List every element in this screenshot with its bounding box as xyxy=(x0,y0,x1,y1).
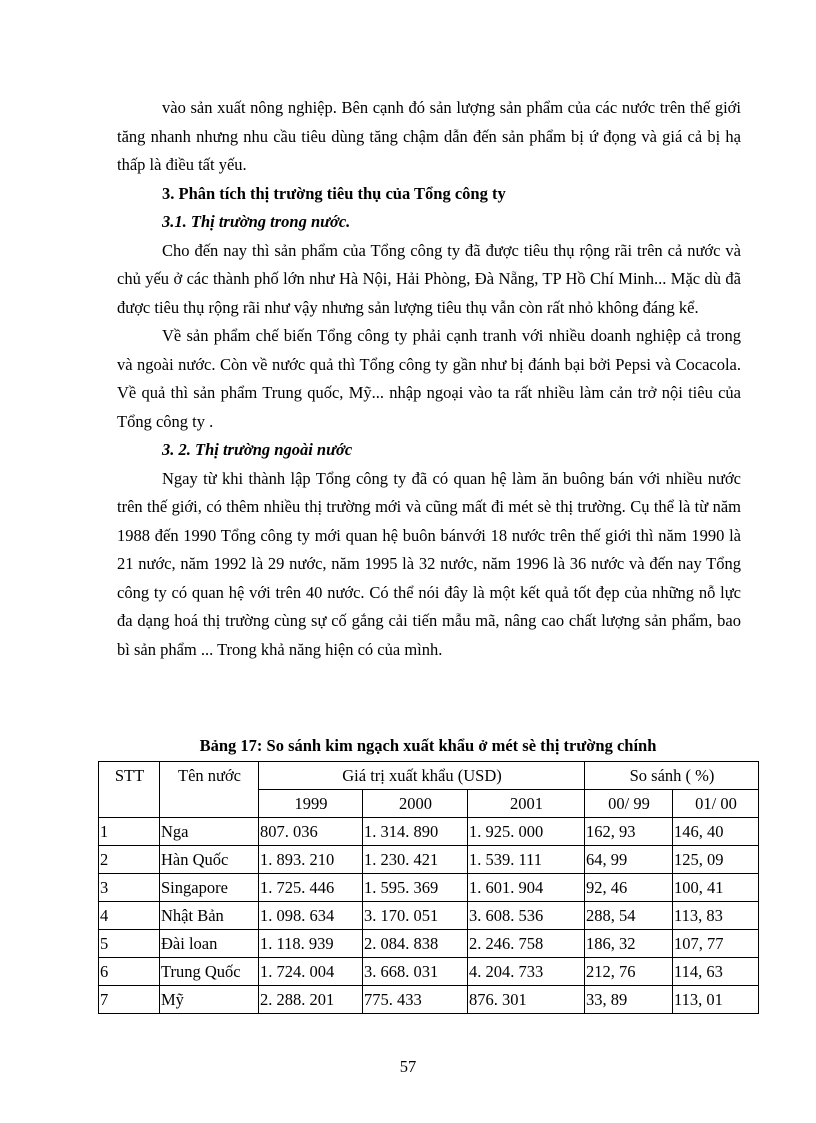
table-row xyxy=(99,902,759,930)
table-row xyxy=(99,874,759,902)
cell-2000: 1. 314. 890 xyxy=(363,818,468,846)
cell-00-99: 162, 93 xyxy=(585,818,673,846)
cell-1999: 1. 724. 004 xyxy=(259,958,363,986)
cell-1999: 1. 893. 210 xyxy=(259,846,363,874)
cell-stt: 7 xyxy=(99,986,160,1014)
cell-country: Trung Quốc xyxy=(160,958,259,986)
cell-01-00: 125, 09 xyxy=(673,846,759,874)
cell-1999: 2. 288. 201 xyxy=(259,986,363,1014)
header-01-00: 01/ 00 xyxy=(673,790,759,818)
header-country: Tên nước xyxy=(160,762,259,818)
cell-2000: 775. 433 xyxy=(363,986,468,1014)
paragraph-competition: Về sản phẩm chế biến Tổng công ty phải cạnh tranh với nhiều doanh nghiệp cả trong và ngoài nước. Còn về nước quả thì Tổng công ty gần như bị đánh bại bởi Pepsi và Cocacola. Về quả thì sản phẩm Trung quốc, Mỹ... nhập ngoại vào ta rất nhiều làm cản trở nội tiêu của Tổng công ty . xyxy=(117,326,741,431)
cell-2001: 1. 925. 000 xyxy=(468,818,585,846)
cell-00-99: 33, 89 xyxy=(585,986,673,1014)
paragraph-foreign-market: Ngay từ khi thành lập Tổng công ty đã có quan hệ làm ăn buông bán với nhiều nước trên thế giới, có thêm nhiều thị trường mới và cũng mất đi mét sè thị trường. Cụ thể là từ năm 1988 đến 1990 Tổng công ty mới quan hệ buôn bánvới 18 nước trên thế giới thì năm 1990 là 21 nước, năm 1992 là 29 nước, năm 1995 là 32 nước, năm 1996 là 36 nước và đến nay Tổng công ty có quan hệ với trên 40 nước. Có thể nói đây là một kết quả tốt đẹp của những nỗ lực đa dạng hoá thị trường cùng sự cố gắng cải tiến mẫu mã, nâng cao chất lượng sản phẩm, bao bì sản phẩm ... Trong khả năng hiện có của mình. xyxy=(117,468,741,659)
cell-1999: 1. 725. 446 xyxy=(259,874,363,902)
cell-2000: 3. 170. 051 xyxy=(363,902,468,930)
paragraph-intro: vào sản xuất nông nghiệp. Bên cạnh đó sản lượng sản phẩm của các nước trên thế giới tăng nhanh nhưng nhu cầu tiêu dùng tăng chậm dẫn đến sản phẩm bị ứ đọng và giá cả bị hạ thấp là điều tất yếu. xyxy=(117,98,741,174)
header-export-value: Giá trị xuất khẩu (USD) xyxy=(259,762,585,790)
cell-00-99: 92, 46 xyxy=(585,874,673,902)
cell-2000: 1. 230. 421 xyxy=(363,846,468,874)
cell-stt: 4 xyxy=(99,902,160,930)
cell-1999: 807. 036 xyxy=(259,818,363,846)
cell-1999: 1. 098. 634 xyxy=(259,902,363,930)
cell-country: Mỹ xyxy=(160,986,259,1014)
cell-01-00: 100, 41 xyxy=(673,874,759,902)
cell-stt: 5 xyxy=(99,930,160,958)
cell-01-00: 146, 40 xyxy=(673,818,759,846)
cell-1999: 1. 118. 939 xyxy=(259,930,363,958)
header-compare: So sánh ( %) xyxy=(585,762,759,790)
table-row xyxy=(99,930,759,958)
cell-00-99: 64, 99 xyxy=(585,846,673,874)
cell-stt: 3 xyxy=(99,874,160,902)
cell-stt: 1 xyxy=(99,818,160,846)
cell-01-00: 113, 01 xyxy=(673,986,759,1014)
export-comparison-table xyxy=(98,761,759,1014)
cell-00-99: 186, 32 xyxy=(585,930,673,958)
cell-2001: 4. 204. 733 xyxy=(468,958,585,986)
subsection-heading-3-1: 3.1. Thị trường trong nước. xyxy=(162,212,351,231)
cell-2001: 1. 539. 111 xyxy=(468,846,585,874)
table-header-row xyxy=(99,762,759,790)
table-row xyxy=(99,818,759,846)
cell-2000: 3. 668. 031 xyxy=(363,958,468,986)
header-stt: STT xyxy=(99,762,160,818)
cell-2001: 876. 301 xyxy=(468,986,585,1014)
cell-stt: 2 xyxy=(99,846,160,874)
section-heading-3: 3. Phân tích thị trường tiêu thụ của Tổng công ty xyxy=(162,183,506,203)
header-1999: 1999 xyxy=(259,790,363,818)
table-caption: Bảng 17: So sánh kim ngạch xuất khẩu ở mét sè thị trường chính xyxy=(199,736,657,755)
paragraph-domestic-market: Cho đến nay thì sản phẩm của Tổng công ty đã được tiêu thụ rộng rãi trên cả nước và chủ yếu ở các thành phố lớn như Hà Nội, Hải Phòng, Đà Nẵng, TP Hồ Chí Minh... Mặc dù đã được tiêu thụ rộng rãi như vậy nhưng sản lượng tiêu thụ vẫn còn rất nhỏ không đáng kể. xyxy=(117,240,741,317)
page-number: 57 xyxy=(399,1057,417,1076)
header-2000: 2000 xyxy=(363,790,468,818)
cell-2001: 1. 601. 904 xyxy=(468,874,585,902)
cell-country: Đài loan xyxy=(160,930,259,958)
cell-2001: 3. 608. 536 xyxy=(468,902,585,930)
cell-01-00: 113, 83 xyxy=(673,902,759,930)
cell-country: Singapore xyxy=(160,874,259,902)
cell-00-99: 212, 76 xyxy=(585,958,673,986)
cell-01-00: 107, 77 xyxy=(673,930,759,958)
subsection-heading-3-2: 3. 2. Thị trường ngoài nước xyxy=(162,440,353,459)
cell-stt: 6 xyxy=(99,958,160,986)
header-00-99: 00/ 99 xyxy=(585,790,673,818)
cell-2000: 1. 595. 369 xyxy=(363,874,468,902)
cell-01-00: 114, 63 xyxy=(673,958,759,986)
header-2001: 2001 xyxy=(468,790,585,818)
cell-country: Nga xyxy=(160,818,259,846)
cell-2001: 2. 246. 758 xyxy=(468,930,585,958)
table-row xyxy=(99,958,759,986)
cell-country: Nhật Bản xyxy=(160,902,259,930)
cell-country: Hàn Quốc xyxy=(160,846,259,874)
table-row xyxy=(99,986,759,1014)
cell-2000: 2. 084. 838 xyxy=(363,930,468,958)
table-row xyxy=(99,846,759,874)
cell-00-99: 288, 54 xyxy=(585,902,673,930)
document-body xyxy=(117,94,741,664)
